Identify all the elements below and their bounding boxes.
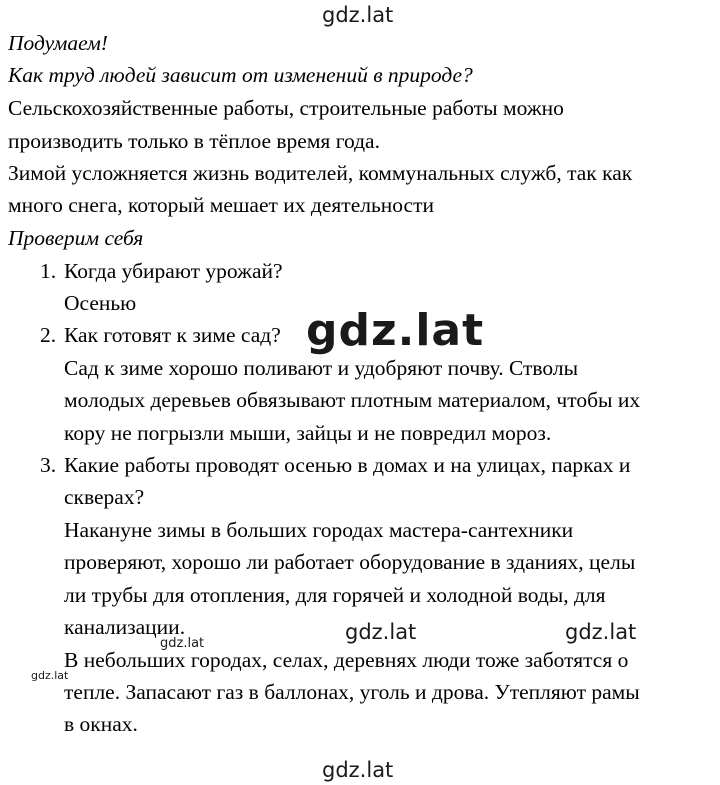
- item-3-answer-line-3: ли трубы для отопления, для горячей и холодной воды, для: [64, 583, 606, 607]
- item-3-answer-line-2: проверяют, хорошо ли работает оборудование в зданиях, целы: [64, 550, 636, 574]
- item-3-answer-line-7: в окнах.: [64, 712, 138, 736]
- paragraph-2-line-2: много снега, который мешает их деятельности: [8, 193, 435, 217]
- item-2-question: Как готовят к зиме сад?: [64, 323, 281, 347]
- item-number: 3.: [40, 453, 57, 477]
- item-1-answer: Осенью: [64, 291, 137, 315]
- item-3-answer-line-6: тепле. Запасают газ в баллонах, уголь и дрова. Утепляют рамы: [64, 680, 640, 704]
- item-number: 2.: [40, 323, 57, 347]
- paragraph-2-line-1: Зимой усложняется жизнь водителей, коммунальных служб, так как: [8, 161, 633, 185]
- paragraph-1-line-2: производить только в тёплое время года.: [8, 129, 380, 153]
- watermark-middle-right: gdz.lat: [565, 620, 637, 644]
- item-2-answer-line-3: кору не погрызли мыши, зайцы и не повредил мороз.: [64, 421, 552, 445]
- heading-think: Подумаем!: [8, 31, 108, 55]
- watermark-bottom: gdz.lat: [322, 758, 394, 782]
- item-3-answer-line-5: В небольших городах, селах, деревнях люди тоже заботятся о: [64, 648, 629, 672]
- main-question: Как труд людей зависит от изменений в природе?: [8, 63, 473, 87]
- item-3-answer-line-1: Накануне зимы в больших городах мастера-сантехники: [64, 518, 574, 542]
- heading-check-yourself: Проверим себя: [8, 226, 144, 250]
- item-2-answer-line-1: Сад к зиме хорошо поливают и удобряют почву. Стволы: [64, 356, 579, 380]
- watermark-large: gdz.lat: [306, 305, 485, 356]
- item-number: 1.: [40, 259, 57, 283]
- item-3-answer-line-4: канализации.: [64, 615, 186, 639]
- watermark-small-1: gdz.lat: [160, 636, 205, 651]
- watermark-small-2: gdz.lat: [31, 669, 69, 682]
- item-3-question-line-2: скверах?: [64, 485, 145, 509]
- watermark-middle-left: gdz.lat: [345, 620, 417, 644]
- paragraph-1-line-1: Сельскохозяйственные работы, строительные работы можно: [8, 96, 564, 120]
- item-2-answer-line-2: молодых деревьев обвязывают плотным материалом, чтобы их: [64, 388, 641, 412]
- item-1-question: Когда убирают урожай?: [64, 259, 283, 283]
- item-3-question-line-1: Какие работы проводят осенью в домах и на улицах, парках и: [64, 453, 631, 477]
- watermark-top: gdz.lat: [322, 3, 394, 27]
